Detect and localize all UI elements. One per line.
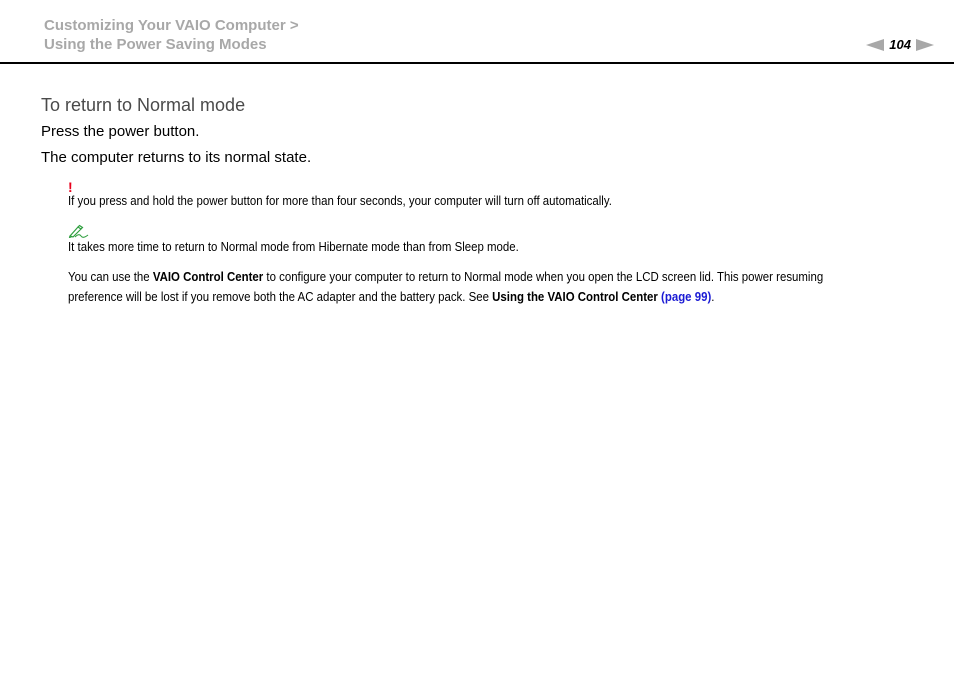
see-reference-title: Using the VAIO Control Center <box>492 289 658 304</box>
pencil-note-icon <box>68 224 90 238</box>
page-99-link[interactable]: (page 99) <box>661 289 712 304</box>
page-header <box>0 0 954 64</box>
breadcrumb-chapter[interactable]: Customizing Your VAIO Computer > <box>44 17 299 34</box>
step-text: Press the power button. <box>41 123 200 140</box>
previous-page-icon[interactable] <box>866 39 884 51</box>
warning-icon: ! <box>68 179 73 195</box>
section-title: To return to Normal mode <box>41 95 246 115</box>
breadcrumb-section[interactable]: Using the Power Saving Modes <box>44 36 267 53</box>
para-text-2: to configure your computer to return to Normal mode when you open the LCD screen lid. This power resuming <box>263 269 824 284</box>
para-text-1: You can use the <box>68 269 153 284</box>
para-text-3: preference will be lost if you remove both the AC adapter and the battery pack. See <box>68 289 493 304</box>
para-period: . <box>711 289 715 304</box>
result-text: The computer returns to its normal state. <box>41 149 312 166</box>
warning-text: If you press and hold the power button for more than four seconds, your computer will turn off automatically. <box>68 193 612 208</box>
next-page-icon[interactable] <box>916 39 934 51</box>
page-number: 104 <box>889 37 911 52</box>
page-navigation <box>866 37 934 53</box>
vaio-control-center-term: VAIO Control Center <box>152 269 264 284</box>
breadcrumb <box>44 16 299 54</box>
hint-text: It takes more time to return to Normal mode from Hibernate mode than from Sleep mode. <box>68 239 519 254</box>
info-paragraph <box>68 267 913 307</box>
